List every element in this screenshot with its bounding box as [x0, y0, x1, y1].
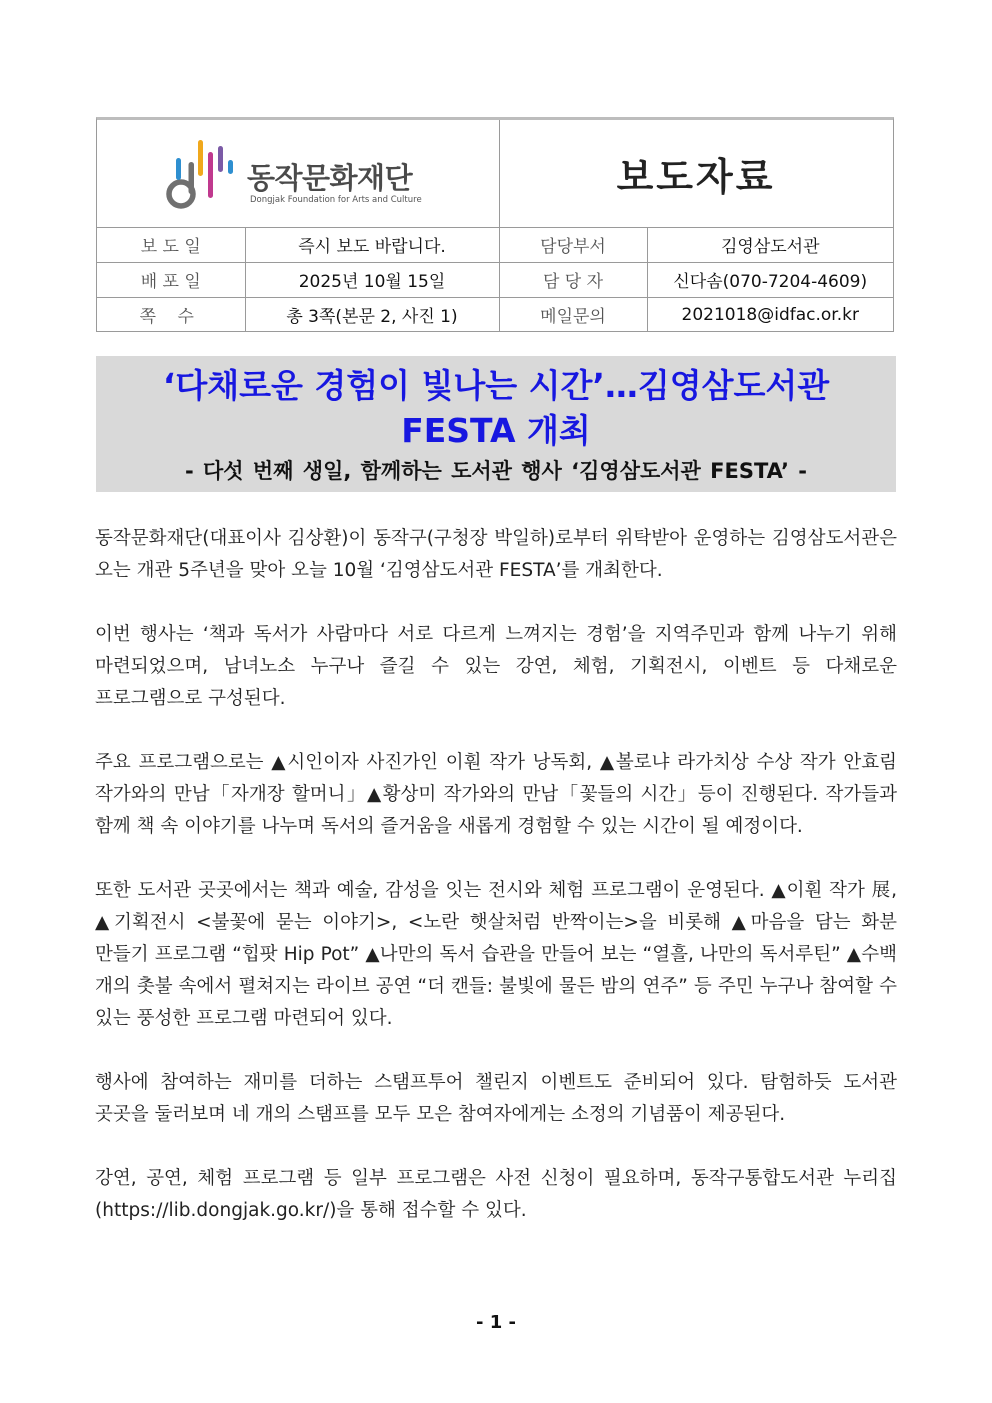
info-row — [97, 227, 893, 262]
info-label: 담당부서 — [499, 227, 647, 262]
headline-line-1: ‘다채로운 경험이 빛나는 시간’…김영삼도서관 — [162, 366, 830, 405]
logo-name-en: Dongjak Foundation for Arts and Culture — [250, 195, 422, 205]
info-value: 2025년 10월 15일 — [245, 262, 499, 297]
press-release-header — [96, 117, 894, 332]
paragraph: 이번 행사는 ‘책과 독서가 사람마다 서로 다르게 느껴지는 경험’을 지역주민과 함께 나누기 위해 마련되었으며, 남녀노소 누구나 즐길 수 있는 강연, 체험, 기획전시, 이벤트 등 다채로운 프로그램으로 구성된다. — [95, 624, 897, 709]
subheadline: - 다섯 번째 생일, 함께하는 도서관 행사 ‘김영삼도서관 FESTA’ - — [184, 459, 807, 483]
logo-name-ko: 동작문화재단 — [247, 161, 413, 195]
info-label: 담 당 자 — [499, 262, 647, 297]
info-label: 배 포 일 — [97, 262, 245, 297]
info-value: 김영삼도서관 — [647, 227, 893, 262]
paragraph: 주요 프로그램으로는 ▲시인이자 사진가인 이훤 작가 낭독회, ▲볼로냐 라가치상 수상 작가 안효림 작가와의 만남「자개장 할머니」▲황상미 작가와의 만남「꽃들의 시간」등이 진행된다. 작가들과 함께 책 속 이야기를 나누며 독서의 즐거움을 새롭게 경험할 수 있는 시간이 될 예정이다. — [95, 752, 897, 837]
page-number: - 1 - — [476, 1312, 516, 1333]
article-body — [95, 523, 897, 1259]
info-label: 쪽 수 — [97, 297, 245, 332]
info-value: 총 3쪽(본문 2, 사진 1) — [245, 297, 499, 332]
logo-cell — [97, 120, 500, 227]
info-row — [97, 262, 893, 297]
paragraph: 행사에 참여하는 재미를 더하는 스탬프투어 챌린지 이벤트도 준비되어 있다. 탐험하듯 도서관 곳곳을 둘러보며 네 개의 스탬프를 모두 모은 참여자에게는 소정의 기념품이 제공된다. — [95, 1072, 897, 1125]
info-value: 즉시 보도 바랍니다. — [245, 227, 499, 262]
info-label: 보 도 일 — [97, 227, 245, 262]
info-value: 신다솜(070-7204-4609) — [647, 262, 893, 297]
doc-type-cell — [499, 120, 893, 227]
headline-line-2: FESTA 개최 — [401, 411, 591, 450]
doc-type-title: 보도자료 — [616, 155, 776, 199]
info-row — [97, 297, 893, 332]
release-info-table — [97, 227, 893, 332]
paragraph: 동작문화재단(대표이사 김상환)이 동작구(구청장 박일하)로부터 위탁받아 운영하는 김영삼도서관은 오는 개관 5주년을 맞아 오늘 10월 ‘김영삼도서관 FESTA’를 개최한다. — [95, 528, 897, 581]
headline-box — [96, 356, 896, 492]
header-top-row — [97, 120, 893, 228]
info-label: 메일문의 — [499, 297, 647, 332]
foundation-logo-icon — [165, 138, 235, 210]
paragraph: 강연, 공연, 체험 프로그램 등 일부 프로그램은 사전 신청이 필요하며, 동작구통합도서관 누리집(https://lib.dongjak.go.kr/)을 통해 접수할 수 있다. — [95, 1168, 897, 1221]
paragraph: 또한 도서관 곳곳에서는 책과 예술, 감성을 잇는 전시와 체험 프로그램이 운영된다. ▲이훤 작가 展, ▲기획전시 <불꽃에 묻는 이야기>, <노란 햇살처럼 반짝이는>을 비롯해 ▲마음을 담는 화분 만들기 프로그램 “힙팟 Hip Pot” ▲나만의 독서 습관을 만들어 보는 “열흘, 나만의 독서루틴” ▲수백 개의 촛불 속에서 펼쳐지는 라이브 공연 “더 캔들: 불빛에 물든 밤의 연주” 등 주민 누구나 참여할 수 있는 풍성한 프로그램 마련되어 있다. — [95, 880, 897, 1029]
info-value: 2021018@idfac.or.kr — [681, 304, 859, 325]
